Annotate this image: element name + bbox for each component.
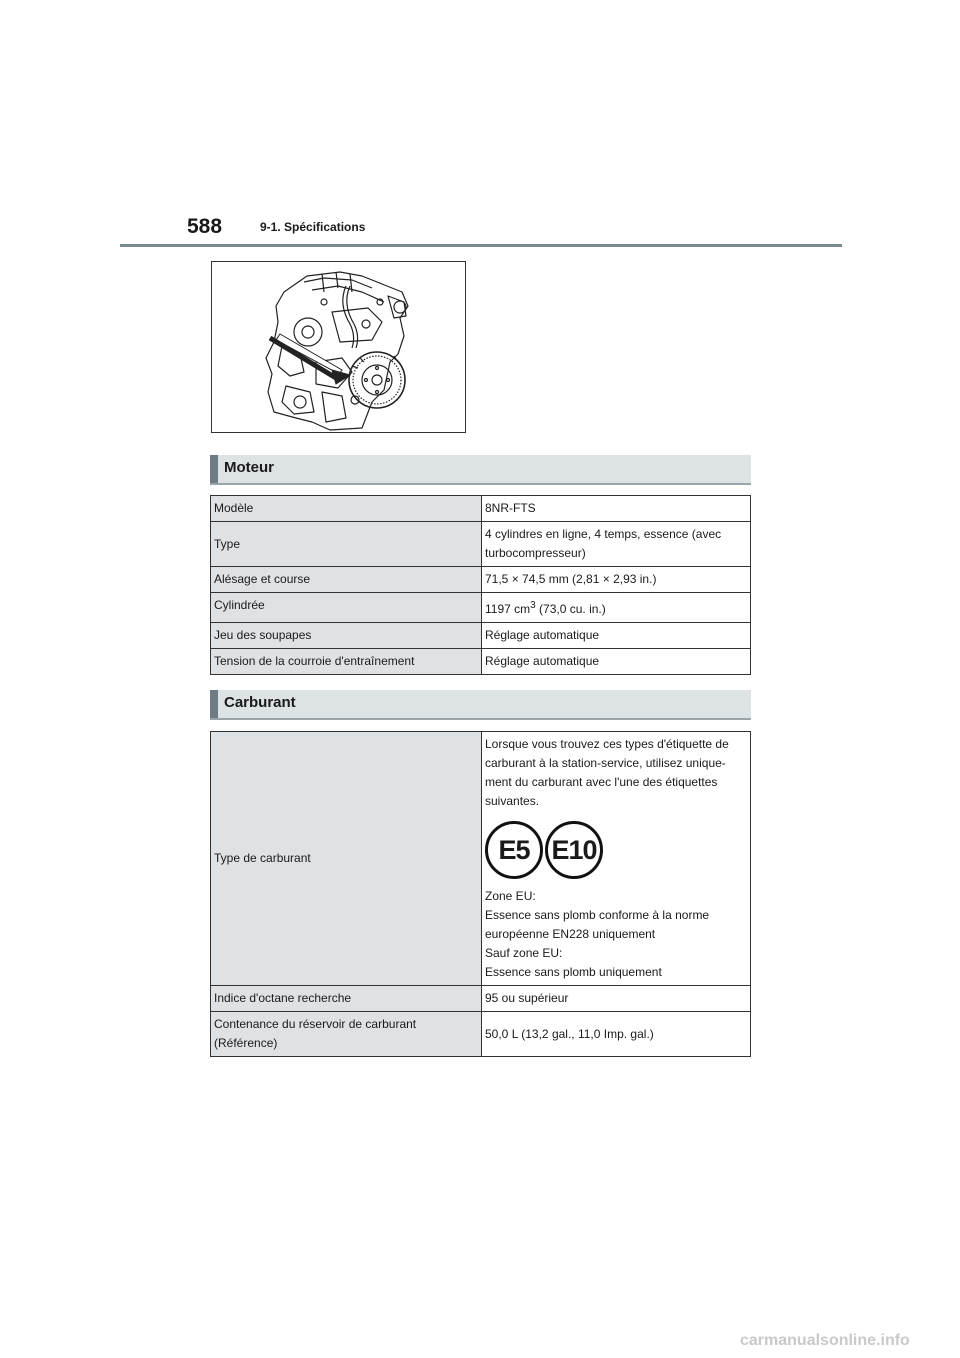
spec-label: Jeu des soupapes <box>211 623 482 649</box>
heading-accent-bar <box>210 690 218 718</box>
watermark: carmanualsonline.info <box>740 1332 910 1349</box>
engine-section-title: Moteur <box>224 459 274 476</box>
non-eu-zone-label: Sauf zone EU: <box>485 946 563 960</box>
table-row <box>211 623 751 649</box>
spec-value: Réglage automatique <box>482 649 751 675</box>
table-row <box>211 593 751 623</box>
spec-value: 95 ou supérieur <box>482 986 751 1012</box>
spec-label: Type de carburant <box>211 732 482 986</box>
table-row <box>211 732 751 986</box>
engine-illustration <box>211 261 466 433</box>
engine-section-heading <box>210 455 751 485</box>
spec-label: Type <box>211 522 482 567</box>
spec-value: 4 cylindres en ligne, 4 temps, essence (avec turbocompresseur) <box>482 522 751 567</box>
eu-zone-text: Essence sans plomb conforme à la norme européenne EN228 uniquement <box>485 908 710 941</box>
e10-fuel-label-icon: E10 <box>545 821 603 879</box>
spec-label: Tension de la courroie d'entraînement <box>211 649 482 675</box>
table-row <box>211 1012 751 1057</box>
spec-value: 71,5 × 74,5 mm (2,81 × 2,93 in.) <box>482 567 751 593</box>
fuel-type-details <box>482 732 751 986</box>
fuel-section-title: Carburant <box>224 694 296 711</box>
fuel-spec-table <box>210 731 751 1057</box>
header-rule <box>120 244 842 247</box>
spec-value: 8NR-FTS <box>482 496 751 522</box>
displacement-value: 1197 cm <box>485 602 531 616</box>
non-eu-zone-text: Essence sans plomb uniquement <box>485 965 662 979</box>
displacement-exponent: 3 <box>530 600 536 611</box>
table-row <box>211 522 751 567</box>
table-row <box>211 649 751 675</box>
engine-spec-table <box>210 495 751 675</box>
displacement-imperial: (73,0 cu. in.) <box>535 602 606 616</box>
fuel-section-heading <box>210 690 751 720</box>
table-row <box>211 496 751 522</box>
table-row <box>211 567 751 593</box>
spec-label: Indice d'octane recherche <box>211 986 482 1012</box>
fuel-label-intro: Lorsque vous trouvez ces types d'étiquette de carburant à la station-service, utilisez unique-ment du carburant avec l'une des étiquettes suivantes. <box>485 737 729 808</box>
eu-zone-label: Zone EU: <box>485 889 536 903</box>
spec-value: 50,0 L (13,2 gal., 11,0 Imp. gal.) <box>482 1012 751 1057</box>
spec-label: Alésage et course <box>211 567 482 593</box>
table-row <box>211 986 751 1012</box>
e5-fuel-label-icon: E5 <box>485 821 543 879</box>
spec-value: Réglage automatique <box>482 623 751 649</box>
spec-value <box>482 593 751 623</box>
fuel-label-badges <box>485 821 746 879</box>
spec-label: Contenance du réservoir de carburant (Référence) <box>211 1012 482 1057</box>
spec-label: Cylindrée <box>211 593 482 623</box>
engine-drawing-icon <box>212 262 467 434</box>
page-number: 588 <box>187 215 223 238</box>
spec-label: Modèle <box>211 496 482 522</box>
section-title: 9-1. Spécifications <box>260 220 366 234</box>
heading-accent-bar <box>210 455 218 483</box>
